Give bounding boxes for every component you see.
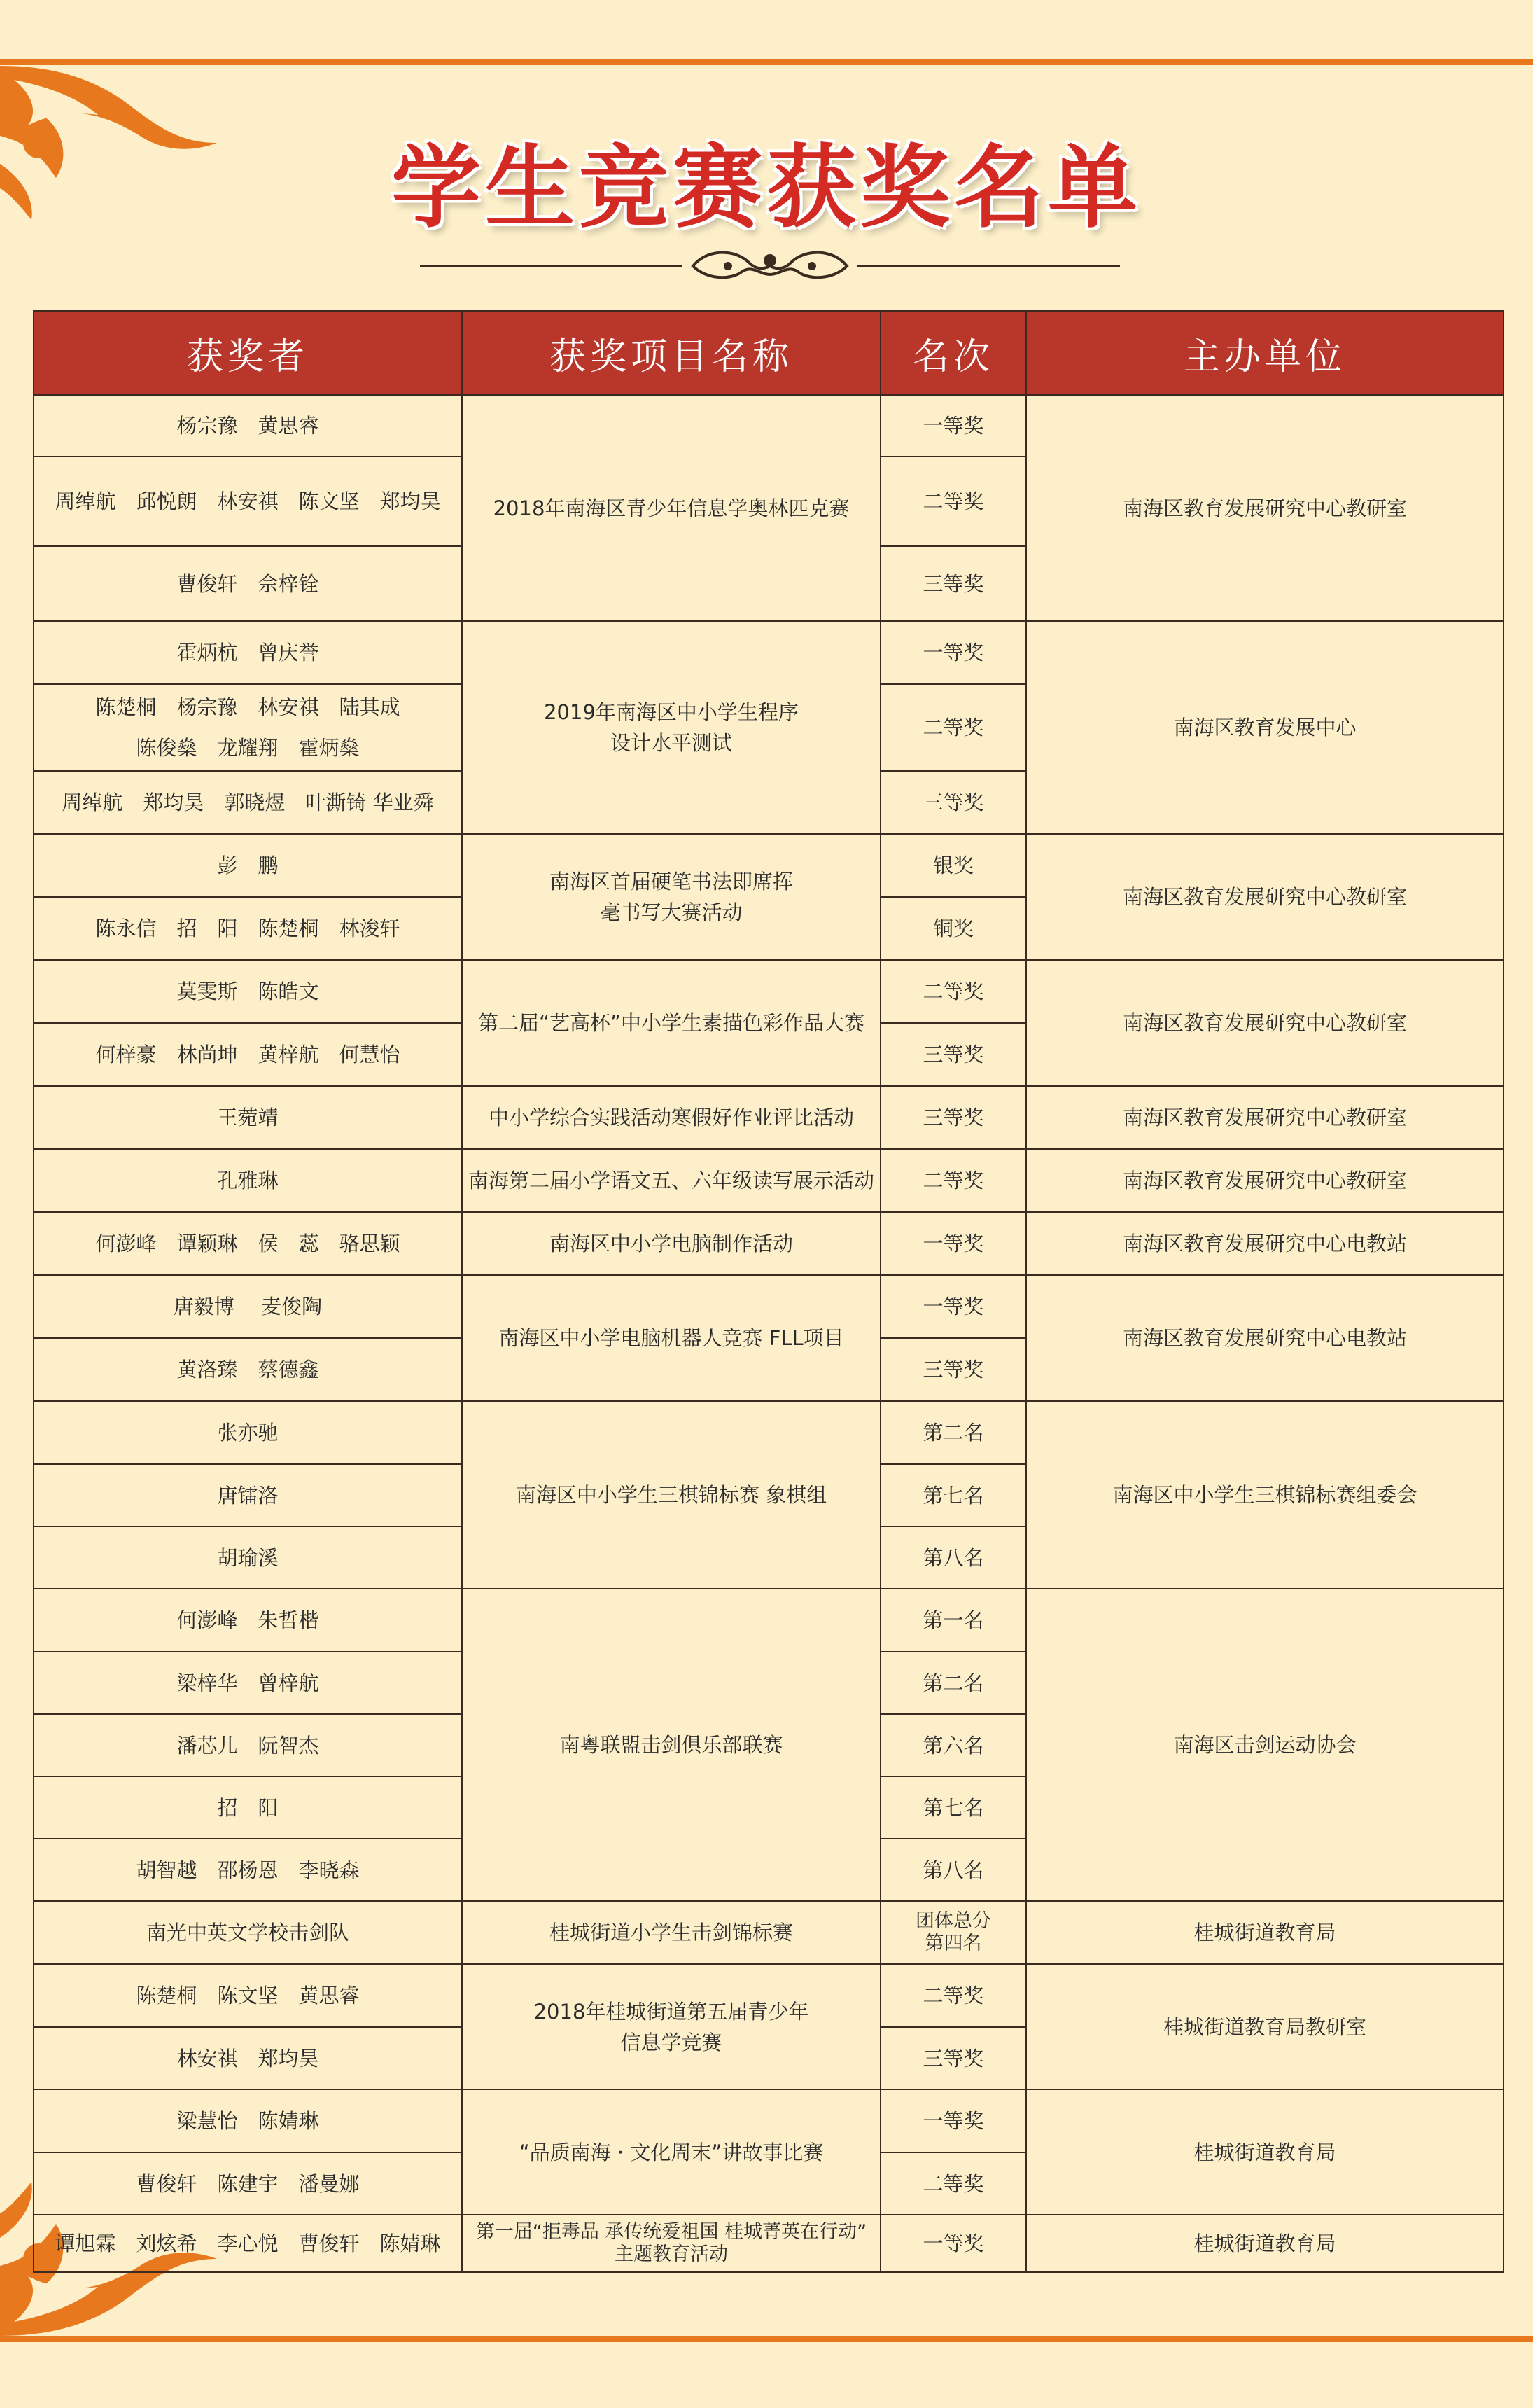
project-cell: 南粤联盟击剑俱乐部联赛 <box>462 1589 881 1901</box>
winner-cell: 林安祺 郑均昊 <box>34 2027 462 2089</box>
winner-cell: 南光中英文学校击剑队 <box>34 1901 462 1964</box>
organizer-cell: 南海区教育发展研究中心教研室 <box>1026 960 1504 1086</box>
rank-cell: 二等奖 <box>881 1964 1026 2027</box>
winner-cell: 周绰航 邱悦朗 林安祺 陈文坚 郑均昊 <box>34 457 462 546</box>
winner-cell: 王菀靖 <box>34 1086 462 1149</box>
winner-cell: 莫雯斯 陈皓文 <box>34 960 462 1023</box>
page-title: 学生竞赛获奖名单 <box>391 136 1142 240</box>
rank-cell: 二等奖 <box>881 960 1026 1023</box>
rank-cell: 一等奖 <box>881 395 1026 457</box>
winner-cell: 杨宗豫 黄思睿 <box>34 395 462 457</box>
rank-cell: 三等奖 <box>881 1338 1026 1401</box>
project-cell: 2019年南海区中小学生程序 设计水平测试 <box>462 621 881 834</box>
winner-cell: 何梓豪 林尚坤 黄梓航 何慧怡 <box>34 1023 462 1086</box>
table-row <box>34 2089 1504 2152</box>
winner-cell: 胡瑜溪 <box>34 1526 462 1589</box>
table-row <box>34 395 1504 457</box>
rank-cell: 二等奖 <box>881 1149 1026 1212</box>
rank-cell: 一等奖 <box>881 2089 1026 2152</box>
project-cell: 南海区中小学电脑制作活动 <box>462 1212 881 1275</box>
rank-cell: 一等奖 <box>881 621 1026 684</box>
organizer-cell: 桂城街道教育局 <box>1026 2089 1504 2215</box>
winner-cell: 霍炳杭 曾庆誉 <box>34 621 462 684</box>
organizer-cell: 桂城街道教育局 <box>1026 2215 1504 2272</box>
project-cell: 南海第二届小学语文五、六年级读写展示活动 <box>462 1149 881 1212</box>
project-cell: 第一届“拒毒品 承传统爱祖国 桂城菁英在行动” 主题教育活动 <box>462 2215 881 2272</box>
organizer-cell: 南海区教育发展研究中心教研室 <box>1026 834 1504 960</box>
project-cell: 第二届“艺高杯”中小学生素描色彩作品大赛 <box>462 960 881 1086</box>
rank-cell: 第八名 <box>881 1839 1026 1901</box>
winner-cell: 张亦驰 <box>34 1401 462 1464</box>
rank-cell: 银奖 <box>881 834 1026 897</box>
organizer-cell: 南海区教育发展研究中心教研室 <box>1026 1086 1504 1149</box>
winner-cell: 曹俊轩 佘梓铨 <box>34 546 462 621</box>
project-cell: 南海区中小学电脑机器人竞赛 FLL项目 <box>462 1275 881 1401</box>
organizer-cell: 南海区中小学生三棋锦标赛组委会 <box>1026 1401 1504 1589</box>
table-header-row <box>34 311 1504 395</box>
table-row <box>34 2215 1504 2272</box>
rank-cell: 三等奖 <box>881 771 1026 834</box>
organizer-cell: 南海区教育发展研究中心电教站 <box>1026 1275 1504 1401</box>
winner-cell: 曹俊轩 陈建宇 潘曼娜 <box>34 2152 462 2215</box>
rank-cell: 第二名 <box>881 1652 1026 1714</box>
table-row <box>34 621 1504 684</box>
rank-cell: 一等奖 <box>881 1212 1026 1275</box>
rank-cell: 三等奖 <box>881 1023 1026 1086</box>
winner-cell: 胡智越 邵杨恩 李晓森 <box>34 1839 462 1901</box>
winner-cell: 招 阳 <box>34 1776 462 1839</box>
winner-cell: 谭旭霖 刘炫希 李心悦 曹俊轩 陈婧琳 <box>34 2215 462 2272</box>
winner-cell: 梁慧怡 陈婧琳 <box>34 2089 462 2152</box>
table-row <box>34 1901 1504 1964</box>
header-rank: 名次 <box>881 311 1026 395</box>
title-divider-ornament <box>420 238 1120 294</box>
header-winner: 获奖者 <box>34 311 462 395</box>
project-cell: “品质南海 · 文化周末”讲故事比赛 <box>462 2089 881 2215</box>
rank-cell: 三等奖 <box>881 546 1026 621</box>
table-row <box>34 1401 1504 1464</box>
winner-cell: 陈楚桐 陈文坚 黄思睿 <box>34 1964 462 2027</box>
project-cell: 2018年桂城街道第五届青少年 信息学竞赛 <box>462 1964 881 2089</box>
organizer-cell: 南海区教育发展中心 <box>1026 621 1504 834</box>
rank-cell: 第一名 <box>881 1589 1026 1652</box>
rank-cell: 第八名 <box>881 1526 1026 1589</box>
project-cell: 南海区中小学生三棋锦标赛 象棋组 <box>462 1401 881 1589</box>
table-row <box>34 960 1504 1023</box>
winner-cell: 唐毅博 麦俊陶 <box>34 1275 462 1338</box>
organizer-cell: 南海区教育发展研究中心教研室 <box>1026 1149 1504 1212</box>
winner-cell: 何澎峰 谭颖琳 侯 蕊 骆思颖 <box>34 1212 462 1275</box>
header-project: 获奖项目名称 <box>462 311 881 395</box>
winner-cell: 周绰航 郑均昊 郭晓煜 叶澌锜 华业舜 <box>34 771 462 834</box>
award-table <box>33 310 1504 2273</box>
organizer-cell: 桂城街道教育局教研室 <box>1026 1964 1504 2089</box>
winner-cell: 梁梓华 曾梓航 <box>34 1652 462 1714</box>
winner-cell: 陈楚桐 杨宗豫 林安祺 陆其成 陈俊燊 龙耀翔 霍炳燊 <box>34 684 462 771</box>
rank-cell: 第六名 <box>881 1714 1026 1776</box>
table-row <box>34 1149 1504 1212</box>
organizer-cell: 桂城街道教育局 <box>1026 1901 1504 1964</box>
winner-cell: 唐镭洛 <box>34 1464 462 1526</box>
table-body <box>34 395 1504 2272</box>
project-cell: 南海区首届硬笔书法即席挥 毫书写大赛活动 <box>462 834 881 960</box>
rank-cell: 三等奖 <box>881 2027 1026 2089</box>
table-row <box>34 1275 1504 1338</box>
rank-cell: 一等奖 <box>881 2215 1026 2272</box>
rank-cell: 铜奖 <box>881 897 1026 960</box>
rank-cell: 三等奖 <box>881 1086 1026 1149</box>
winner-cell: 何澎峰 朱哲楷 <box>34 1589 462 1652</box>
winner-cell: 黄洛臻 蔡德鑫 <box>34 1338 462 1401</box>
header-organizer: 主办单位 <box>1026 311 1504 395</box>
table-row <box>34 1086 1504 1149</box>
table-row <box>34 1212 1504 1275</box>
winner-cell: 陈永信 招 阳 陈楚桐 林浚轩 <box>34 897 462 960</box>
project-cell: 2018年南海区青少年信息学奥林匹克赛 <box>462 395 881 621</box>
winner-cell: 潘芯儿 阮智杰 <box>34 1714 462 1776</box>
rank-cell: 第七名 <box>881 1464 1026 1526</box>
table-row <box>34 834 1504 897</box>
rank-cell: 二等奖 <box>881 684 1026 771</box>
organizer-cell: 南海区教育发展研究中心教研室 <box>1026 395 1504 621</box>
rank-cell: 第七名 <box>881 1776 1026 1839</box>
rank-cell: 团体总分 第四名 <box>881 1901 1026 1964</box>
winner-cell: 彭 鹏 <box>34 834 462 897</box>
table-row <box>34 1964 1504 2027</box>
rank-cell: 二等奖 <box>881 2152 1026 2215</box>
organizer-cell: 南海区教育发展研究中心电教站 <box>1026 1212 1504 1275</box>
rank-cell: 二等奖 <box>881 457 1026 546</box>
winner-cell: 孔雅琳 <box>34 1149 462 1212</box>
project-cell: 中小学综合实践活动寒假好作业评比活动 <box>462 1086 881 1149</box>
project-cell: 桂城街道小学生击剑锦标赛 <box>462 1901 881 1964</box>
rank-cell: 一等奖 <box>881 1275 1026 1338</box>
rank-cell: 第二名 <box>881 1401 1026 1464</box>
organizer-cell: 南海区击剑运动协会 <box>1026 1589 1504 1901</box>
table-row <box>34 1589 1504 1652</box>
